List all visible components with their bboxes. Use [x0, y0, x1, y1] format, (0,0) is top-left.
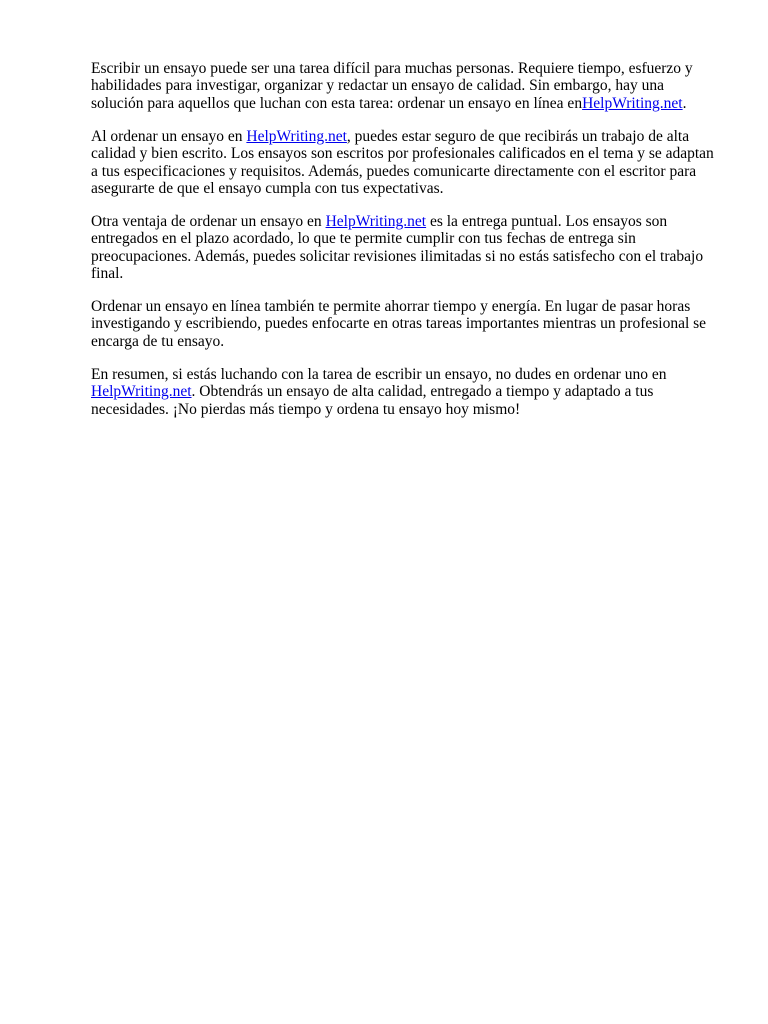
helpwriting-link[interactable]: HelpWriting.net — [246, 127, 347, 145]
helpwriting-link[interactable]: HelpWriting.net — [325, 212, 427, 230]
paragraph-quality — [91, 128, 719, 198]
paragraph-text: Otra ventaja de ordenar un ensayo en — [91, 212, 326, 230]
paragraph-text: En resumen, si estás luchando con la tarea de escribir un ensayo, no dudes en ordenar uno en — [91, 365, 667, 383]
paragraph-summary — [91, 366, 719, 418]
helpwriting-link[interactable]: HelpWriting.net — [582, 94, 683, 112]
paragraph-text: Escribir un ensayo puede ser una tarea difícil para muchas personas. Requiere tiempo, esfuerzo y habilidades para investigar, organizar y redactar un ensayo de calidad. Sin embargo, hay una solución para aquellos que luchan con esta tarea: ordenar un ensayo en línea en — [91, 60, 693, 112]
document-body — [91, 60, 719, 433]
paragraph-time-saving — [91, 298, 719, 350]
paragraph-text: es la entrega puntual. Los ensayos son entregados en el plazo acordado, lo que te permite cumplir con tus fechas de entrega sin preocupaciones. Además, puedes solicitar revisiones ilimitadas si no estás satisfecho con el trabajo final. — [91, 212, 704, 283]
paragraph-text: Ordenar un ensayo en línea también te permite ahorrar tiempo y energía. En lugar de pasar horas investigando y escribiendo, puedes enfocarte en otras tareas importantes mientras un profesional se encarga de tu ensayo. — [91, 297, 707, 350]
paragraph-text: . Obtendrás un ensayo de alta calidad, entregado a tiempo y adaptado a tus necesidades. ¡No pierdas más tiempo y ordena tu ensayo hoy mismo! — [91, 383, 654, 418]
paragraph-text: , puedes estar seguro de que recibirás un trabajo de alta calidad y bien escrito. Los ensayos son escritos por profesionales calificados en el tema y se adaptan a tus especificaciones y requisitos. Además, puedes comunicarte directamente con el escritor para asegurarte de que el ensayo cumpla con tus expectativas. — [91, 127, 714, 197]
paragraph-delivery — [91, 213, 719, 283]
paragraph-text: . — [682, 94, 687, 112]
paragraph-intro — [91, 60, 719, 112]
helpwriting-link[interactable]: HelpWriting.net — [91, 383, 192, 401]
paragraph-text: Al ordenar un ensayo en — [91, 127, 247, 145]
